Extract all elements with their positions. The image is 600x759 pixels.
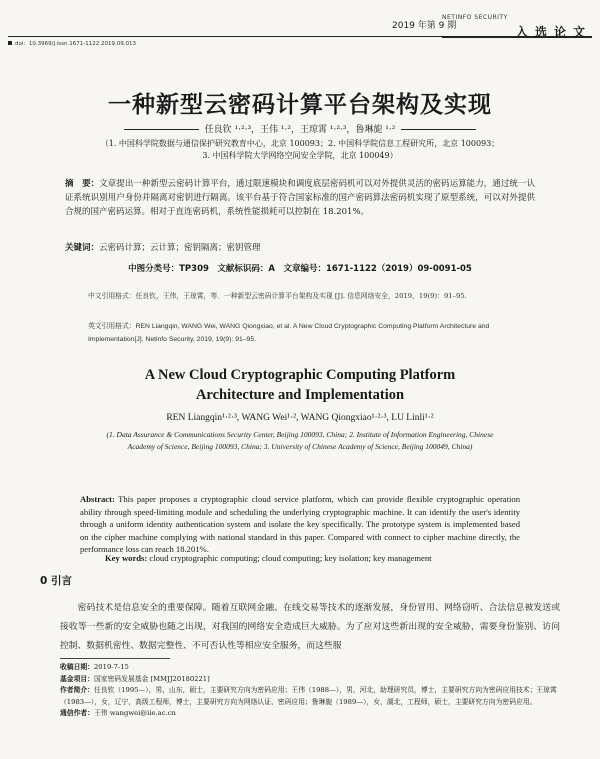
intro-paragraph: 密码技术是信息安全的重要保障。随着互联网金融、在线交易等技术的逐渐发展，身份冒用、网络窃听、合法信息被发送或接收等一些新的安全威胁也随之出现，对我国的网络安全造成巨大威胁。为了应对这些新出现的安全威胁，需要身份鉴别、访问控制、数据机密性、数据完整性、不可否认性等相应安全服务，而这些服: [60, 603, 560, 651]
affiliations-en: (1. Data Assurance & Communications Security Center, Beijing 100093, China; 2. Institute of Information Engineering, Chinese Academy of Science, Beijing 100093, China; 3. University of Chinese Academy of Science, Beijing 100049, China): [106, 430, 494, 451]
section-heading: 0 引言: [40, 575, 72, 587]
footnote-text: 王伟 wangwei@iie.ac.cn: [93, 709, 176, 717]
abstract-text: 文章提出一种新型云密码计算平台，通过限速模块和调度底层密码机可以对外提供灵活的密码运算能力，通过统一认证系统识别用户身份并隔离对密钥进行隔离。该平台基于符合国家标准的国产密码算法密码机实现了原型系统，可以对外提供合规的国产密码运算。相对于直连密码机，系统性能损耗可以控制在 18.201%。: [65, 179, 535, 217]
keywords-en-label: Key words:: [105, 553, 148, 563]
square-bullet-icon: [8, 41, 12, 45]
abstract-label: 摘 要：: [65, 179, 100, 189]
affiliation-line: 3. 中国科学院大学网络空间安全学院，北京 100049）: [202, 151, 398, 160]
footnote-label: 通信作者：: [60, 709, 94, 717]
authors-cn-text: 任良钦 ¹·²·³，王伟 ¹·²，王琼霄 ¹·²·³，鲁琳旎 ¹·²: [204, 125, 396, 135]
column-label: 入选论文: [515, 25, 592, 39]
doi-line: [8, 39, 136, 47]
keywords-text: 云密码计算；云计算；密钥隔离；密钥管理: [99, 243, 261, 253]
authors-cn: [0, 122, 600, 135]
abstract-cn: [65, 177, 535, 219]
footnote-label: 基金项目：: [60, 674, 94, 683]
divider: [124, 129, 199, 130]
affiliations-cn: [0, 138, 600, 162]
footnote-label: 作者简介：: [60, 686, 94, 694]
keywords-en-text: cloud cryptographic computing; cloud computing; key isolation; key management: [149, 553, 432, 563]
issue-label: 2019 年第 9 期: [392, 21, 457, 31]
abstract-en-label: Abstract:: [80, 494, 115, 504]
classification-line: 中图分类号：TP309 文献标识码：A 文章编号：1671-1122（2019）09-0091-05: [128, 264, 472, 274]
divider: [401, 129, 476, 130]
footnote-label: 收稿日期：: [60, 663, 94, 671]
footnote-item: [60, 662, 560, 674]
footnote-text: 任良钦（1995—），男，山东，硕士，主要研究方向为密码应用；王伟（1988—），男，河北，助理研究员，博士，主要研究方向为密码应用技术；王琼霄（1983—），女，辽宁，高级工程师，博士，主要研究方向为网络认证、密码应用；鲁琳旎（1989—），女，湖北，工程师，硕士，主要研究方向为密码应用。: [60, 686, 557, 706]
keywords-cn: [65, 241, 535, 253]
abstract-en-text: This paper proposes a cryptographic cloud service platform, which can provide flexible cryptographic operation ability through speed-limiting module and scheduling the underlying cryptographic machine. It can identify the user's identity through a uniform identity authentication system and isolate the key specifically. The prototype system is implemented based on the cipher machine complying with national standard in this paper. Compared with connect to cipher machine directly, the performance loss can reach 18.201%.: [80, 494, 520, 554]
title-en-line: A New Cloud Cryptographic Computing Platform: [144, 367, 456, 383]
title-en: [0, 365, 600, 405]
title-en-line: Architecture and Implementation: [195, 387, 405, 403]
doi: doi：10.3969/j.issn.1671-1122.2019.09.013: [15, 41, 136, 47]
footnote-rule: [60, 658, 170, 659]
affiliation-line: （1. 中国科学院数据与通信保护研究教育中心，北京 100093；2. 中国科学院信息工程研究所，北京 100093；: [100, 139, 500, 148]
page-title: 一种新型云密码计算平台架构及实现: [108, 92, 492, 118]
footnote-item: [60, 674, 560, 686]
abstract-en: [80, 493, 520, 556]
footnotes: [60, 662, 560, 720]
journal-brand: [442, 14, 592, 42]
keywords-en: [105, 553, 525, 563]
journal-header: [392, 14, 592, 42]
authors-en: REN Liangqin¹·²·³, WANG Wei¹·², WANG Qiongxiao¹·²·³, LU Linli¹·²: [166, 413, 434, 423]
footnote-text: 2019-7-15: [93, 663, 129, 671]
citation-cn: 中文引用格式：任良钦，王伟，王琼霄，等．一种新型云密码计算平台架构及实现 [J]. 信息网络安全，2019，19(9)：91–95.: [88, 292, 467, 300]
divider: [8, 36, 592, 37]
footnote-text: 国家密码发展基金 [MMJJ20180221]: [93, 674, 210, 683]
keywords-label: 关键词：: [65, 243, 100, 253]
footnote-item: [60, 708, 560, 720]
footnote-item: [60, 685, 560, 708]
journal-name-en: NETINFO SECURITY: [442, 14, 508, 21]
citation-en: 英文引用格式：REN Liangqin, WANG Wei, WANG Qiongxiao, et al. A New Cloud Cryptographic Computing Platform Architecture and Implementation[J]. Netinfo Security, 2019, 19(9): 91–95.: [88, 323, 490, 343]
